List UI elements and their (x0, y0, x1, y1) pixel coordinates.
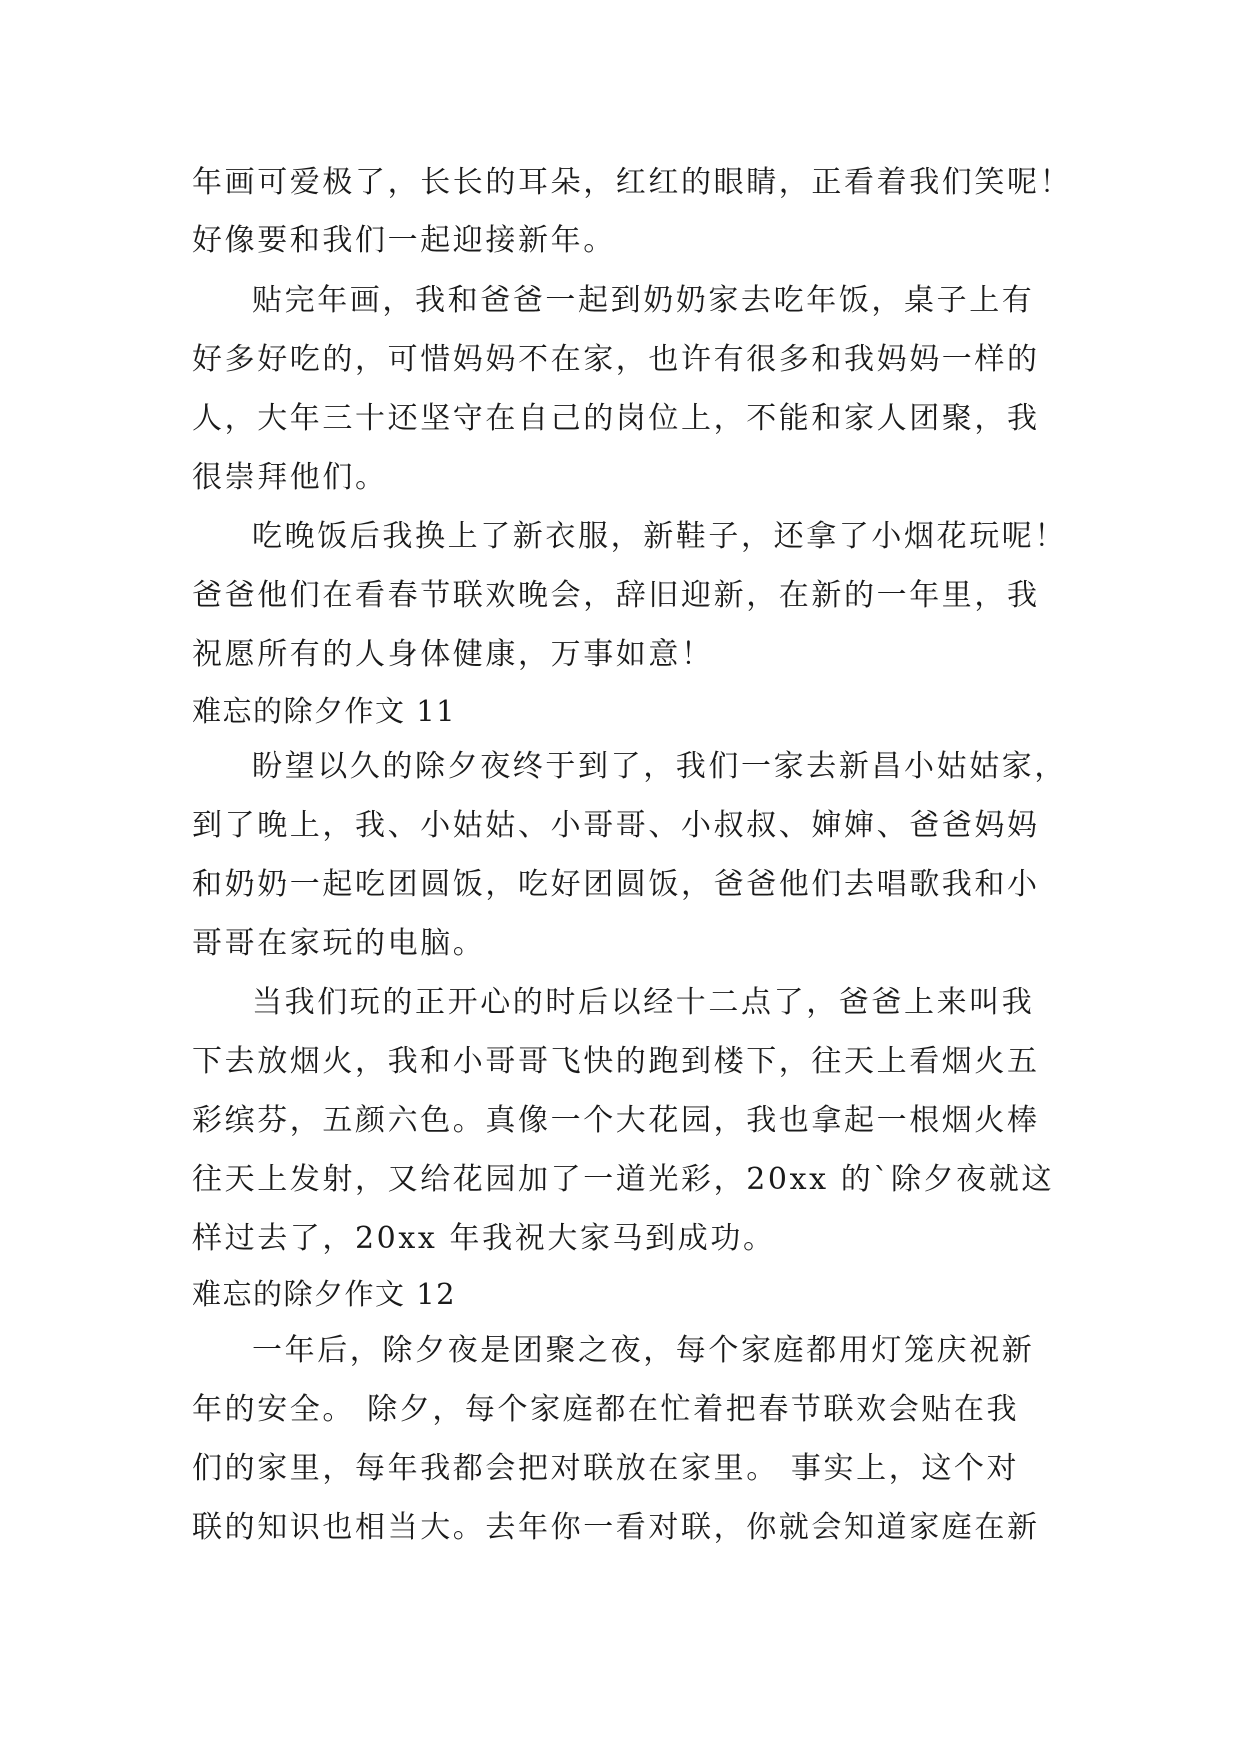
paragraph-line: 爸爸他们在看春节联欢晚会，辞旧迎新，在新的一年里，我 (192, 578, 1040, 613)
paragraph-line: 彩缤芬，五颜六色。真像一个大花园，我也拿起一根烟火棒 (192, 1103, 1040, 1138)
paragraph-line: 一年后，除夕夜是团聚之夜，每个家庭都用灯笼庆祝新 (252, 1333, 1035, 1368)
paragraph-line: 盼望以久的除夕夜终于到了，我们一家去新昌小姑姑家， (252, 749, 1067, 784)
paragraph-line: 们的家里，每年我都会把对联放在家里。 事实上，这个对 (192, 1451, 1020, 1486)
section-heading: 难忘的除夕作文 12 (192, 1277, 457, 1311)
paragraph-line: 下去放烟火，我和小哥哥飞快的跑到楼下，往天上看烟火五 (192, 1044, 1040, 1079)
section-heading: 难忘的除夕作文 11 (192, 694, 457, 728)
paragraph-line: 祝愿所有的人身体健康，万事如意！ (192, 637, 714, 672)
paragraph-line: 人，大年三十还坚守在自己的岗位上，不能和家人团聚，我 (192, 401, 1040, 436)
paragraph-line: 年的安全。 除夕，每个家庭都在忙着把春节联欢会贴在我 (192, 1392, 1020, 1427)
paragraph-line: 贴完年画，我和爸爸一起到奶奶家去吃年饭，桌子上有 (252, 283, 1035, 318)
paragraph-line: 和奶奶一起吃团圆饭，吃好团圆饭，爸爸他们去唱歌我和小 (192, 867, 1040, 902)
paragraph-line: 联的知识也相当大。去年你一看对联，你就会知道家庭在新 (192, 1510, 1040, 1545)
paragraph-line: 样过去了，20xx 年我祝大家马到成功。 (192, 1221, 776, 1256)
paragraph-line: 往天上发射，又给花园加了一道光彩，20xx 的`除夕夜就这 (192, 1162, 1054, 1197)
paragraph-line: 当我们玩的正开心的时后以经十二点了，爸爸上来叫我 (252, 985, 1035, 1020)
paragraph-line: 年画可爱极了，长长的耳朵，红红的眼睛，正看着我们笑呢！ (192, 165, 1073, 200)
paragraph-line: 吃晚饭后我换上了新衣服，新鞋子，还拿了小烟花玩呢！ (252, 519, 1067, 554)
paragraph-line: 到了晚上，我、小姑姑、小哥哥、小叔叔、婶婶、爸爸妈妈 (192, 808, 1040, 843)
paragraph-line: 好像要和我们一起迎接新年。 (192, 223, 616, 258)
paragraph-line: 很崇拜他们。 (192, 460, 388, 495)
paragraph-line: 好多好吃的，可惜妈妈不在家，也许有很多和我妈妈一样的 (192, 342, 1040, 377)
paragraph-line: 哥哥在家玩的电脑。 (192, 926, 486, 961)
